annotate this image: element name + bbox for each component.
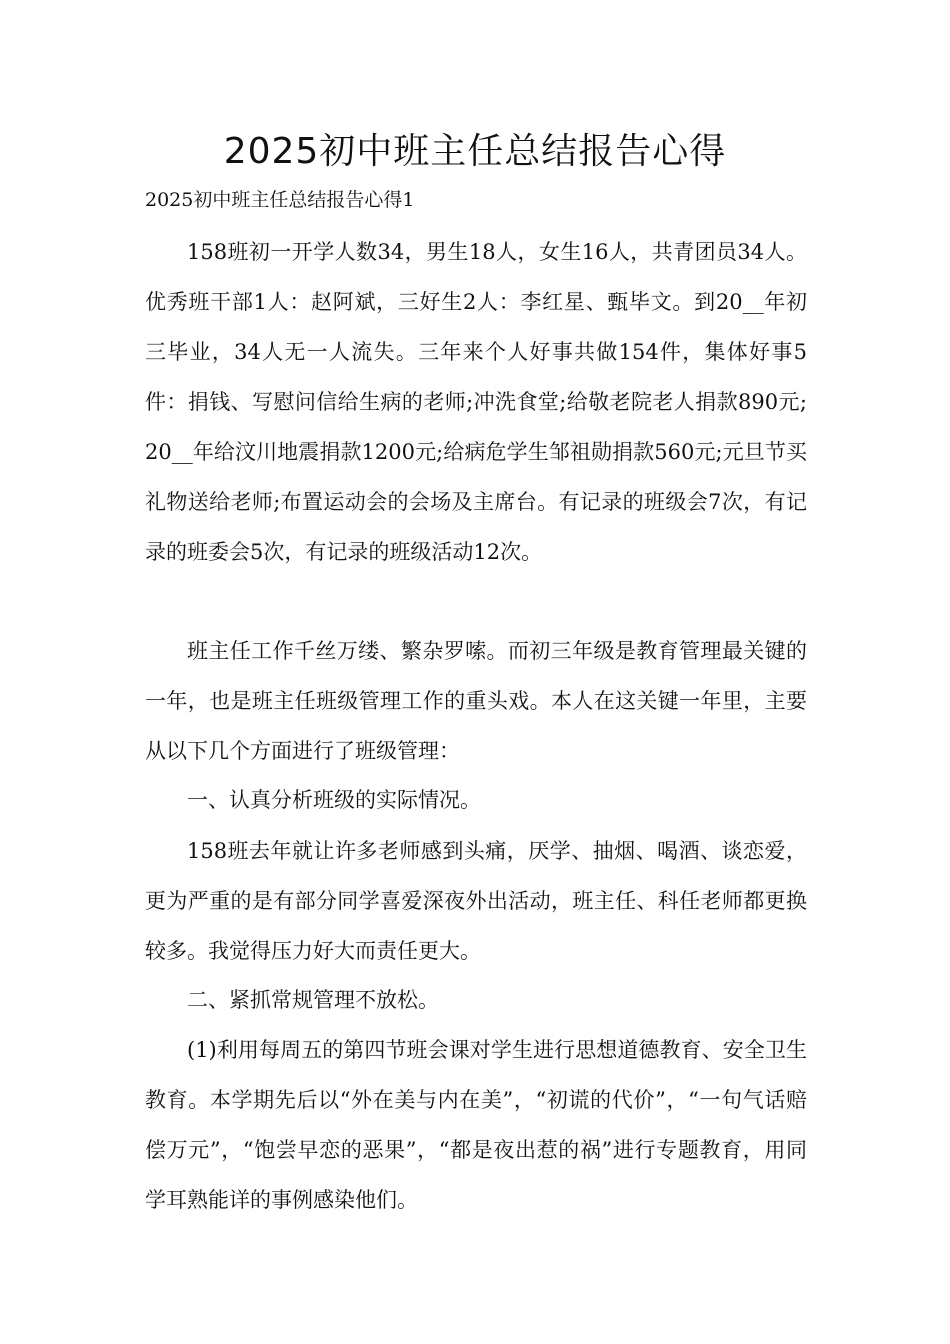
- paragraph-work-intro: 班主任工作千丝万缕、繁杂罗嗦。而初三年级是教育管理最关键的一年，也是班主任班级管理工作的重头戏。本人在这关键一年里，主要从以下几个方面进行了班级管理：: [145, 639, 807, 763]
- document-title: 2025初中班主任总结报告心得: [223, 131, 727, 172]
- paragraph-heading-analysis: 一、认真分析班级的实际情况。: [187, 788, 481, 812]
- section-heading: 2025初中班主任总结报告心得1: [145, 189, 415, 211]
- paragraph-class-meeting: (1)利用每周五的第四节班会课对学生进行思想道德教育、安全卫生教育。本学期先后以“外在美与内在美”，“初谎的代价”，“一句气话赔偿万元”，“饱尝早恋的恶果”，“都是夜出惹的祸”进行专题教育，用同学耳熟能详的事例感染他们。: [145, 1038, 807, 1212]
- paragraph-class-stats: 158班初一开学人数34，男生18人，女生16人，共青团员34人。优秀班干部1人：赵阿斌，三好生2人：李红星、甄毕文。到20__年初三毕业，34人无一人流失。三年来个人好事共做154件，集体好事5件：捐钱、写慰问信给生病的老师;冲洗食堂;给敬老院老人捐款890元;20__年给汶川地震捐款1200元;给病危学生邹祖勋捐款560元;元旦节买礼物送给老师;布置运动会的会场及主席台。有记录的班级会7次，有记录的班委会5次，有记录的班级活动12次。: [145, 240, 807, 564]
- paragraph-heading-management: 二、紧抓常规管理不放松。: [187, 988, 439, 1012]
- paragraph-class-situation: 158班去年就让许多老师感到头痛，厌学、抽烟、喝酒、谈恋爱，更为严重的是有部分同学喜爱深夜外出活动，班主任、科任老师都更换较多。我觉得压力好大而责任更大。: [145, 839, 807, 963]
